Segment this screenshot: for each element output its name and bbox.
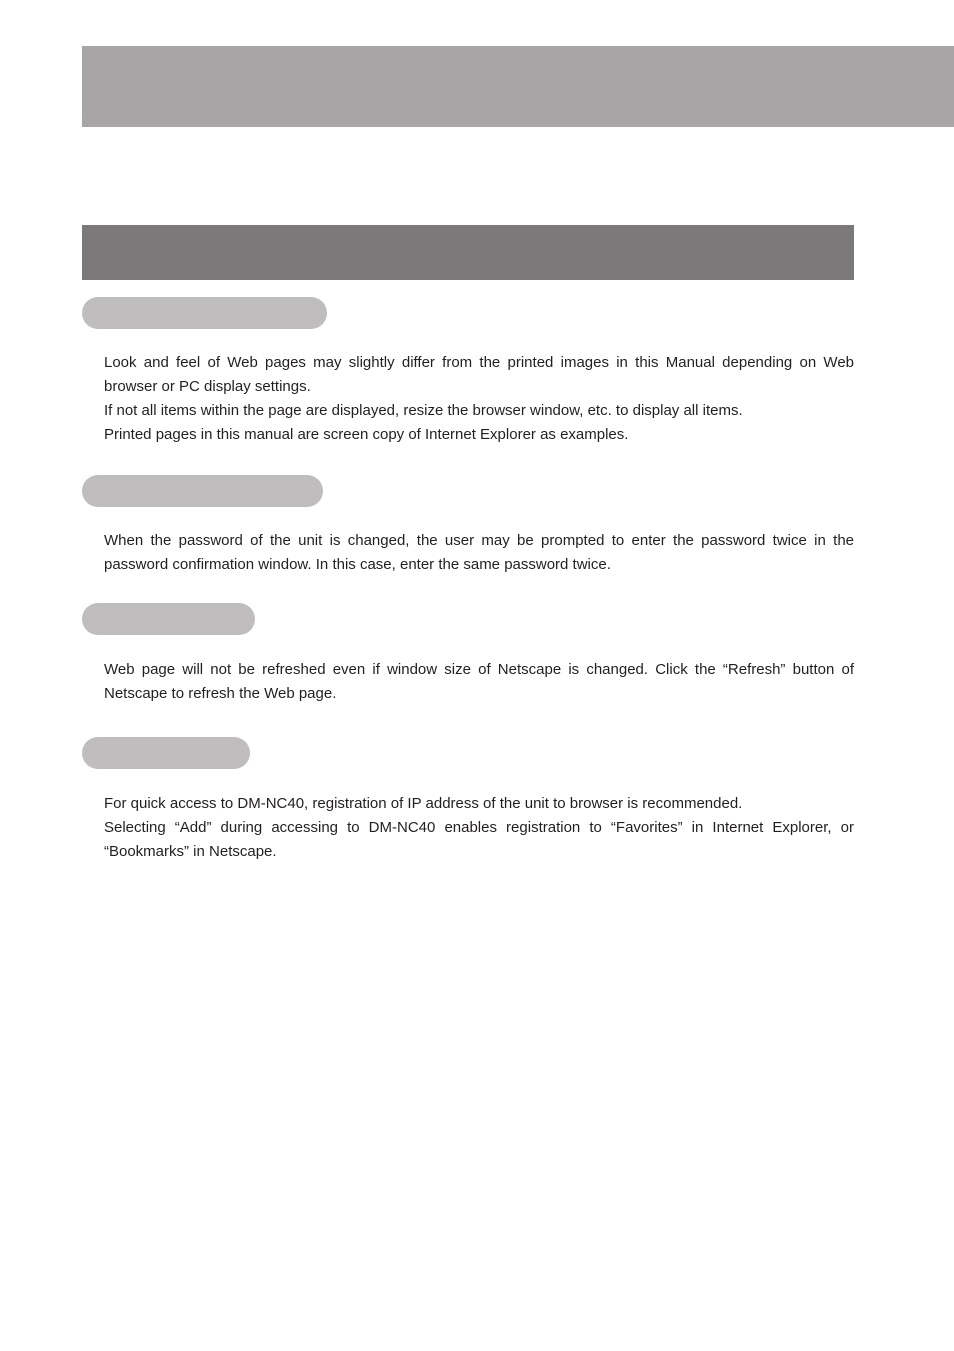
section-1-text [104, 351, 854, 447]
top-banner [82, 46, 954, 127]
section-header-bar [82, 225, 854, 280]
section-4-text [104, 792, 854, 864]
section-1-line-3: Printed pages in this manual are screen copy of Internet Explorer as examples. [104, 426, 629, 443]
subsection-label-3 [82, 603, 255, 635]
section-2-text [104, 529, 854, 577]
section-3-line-1: Web page will not be refreshed even if window size of Netscape is changed. Click the “Refresh” button of Netscape to refresh the Web page. [104, 661, 854, 702]
subsection-label-4 [82, 737, 250, 769]
subsection-label-2 [82, 475, 323, 507]
section-4-line-2: Selecting “Add” during accessing to DM-NC40 enables registration to “Favorites” in Internet Explorer, or “Bookmarks” in Netscape. [104, 819, 854, 860]
section-3-text [104, 658, 854, 706]
section-2-line-1: When the password of the unit is changed, the user may be prompted to enter the password twice in the password confirmation window. In this case, enter the same password twice. [104, 532, 854, 573]
section-1-line-2: If not all items within the page are displayed, resize the browser window, etc. to display all items. [104, 402, 743, 419]
subsection-label-1 [82, 297, 327, 329]
section-1-line-1: Look and feel of Web pages may slightly differ from the printed images in this Manual depending on Web browser or PC display settings. [104, 354, 854, 395]
section-4-line-1: For quick access to DM-NC40, registration of IP address of the unit to browser is recommended. [104, 795, 743, 812]
